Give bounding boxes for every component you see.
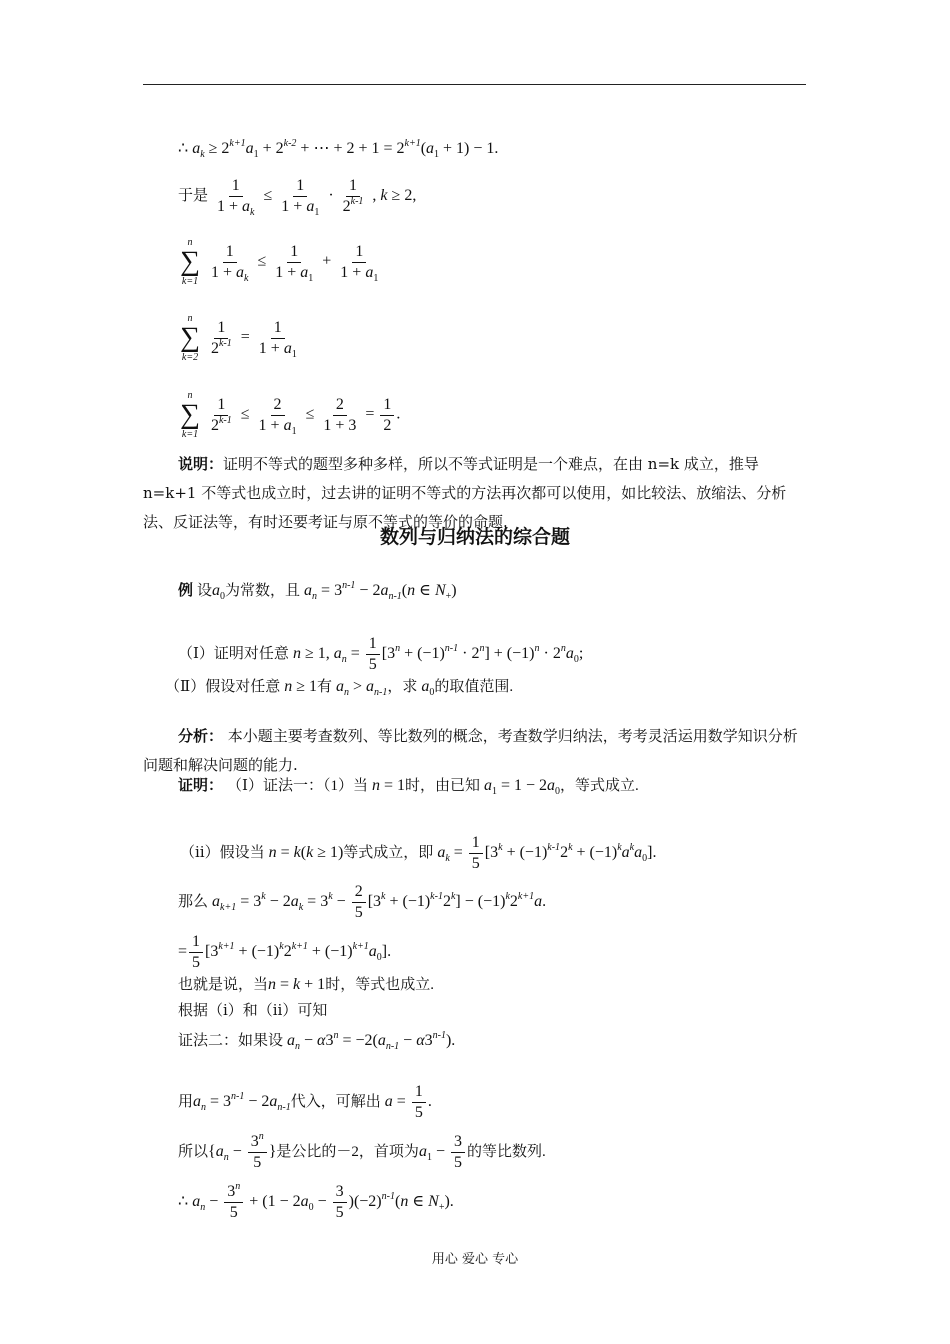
ye-jiu-end: 时，等式也成立.	[325, 977, 434, 993]
q1-label: （Ⅰ）证明对任意	[178, 646, 289, 663]
analysis-text: 本小题主要考查数列、等比数列的概念，考查数学归纳法，考考灵活运用数学知识分析问题和解决问题的能力.	[143, 727, 798, 774]
formula-sum-2: n ∑ k=2 $\frac{1}{2^{k-1}}$ = $\frac{1}{1 + a_1}$	[180, 313, 297, 363]
page-footer: 用心 爱心 专心	[431, 1252, 519, 1267]
proof-m1: （Ⅰ）证法一：（1）当	[227, 778, 368, 794]
note-label: 说明：	[178, 455, 224, 473]
question-1: （Ⅰ）证明对任意 n ≥ 1, $a_n$ = $\frac{1}{5}$ $[3^n + (-1)^{n-1} \cdot 2^n] + (-1)^n \cdot 2^na_0$;	[178, 635, 584, 673]
step2-b: 等式成立，即	[343, 845, 434, 862]
analysis-label: 分析：	[178, 727, 224, 745]
proof-step-2: （ⅱ）假设当 n = k(k ≥ 1)等式成立，即 $a_k$ = $\frac{1}{5}$ $[3^k + (-1)^{k-1}2^k + (-1)^ka^ka_0]$.	[180, 834, 657, 872]
q2-you: 有	[316, 679, 332, 695]
example-statement: 例 设$a_0$为常数，且 $a_n = 3^{n-1} - 2a_{n-1}(n$ ∈ $N_+$)	[178, 580, 457, 602]
proof-step-1: 证明： （Ⅰ）证法一：（1）当 n = 1时，由已知 $a_1 = 1 - 2a_0$，等式成立.	[178, 777, 639, 797]
proof-m1b: 时，由已知	[404, 778, 480, 794]
formula-sum-3: n ∑ k=1 $\frac{1}{2^{k-1}}$ ≤ $\frac{2}{1 + a_1}$ ≤ $\frac{2}{1 + 3}$ = $\frac{1}{2}$ .	[180, 390, 401, 440]
proof-label: 证明：	[178, 778, 224, 794]
section-title: 数列与归纳法的综合题	[379, 526, 570, 548]
yong: 用	[178, 1094, 194, 1111]
formula-ak-bound: ∴ $a_k \ge 2^{k+1}a_1 + 2^{k-2}$ + ⋯ + $2 + 1 = 2^{k+1}(a_1 + 1) - 1$.	[178, 138, 499, 160]
q2-label: （Ⅱ）假设对任意	[165, 679, 281, 695]
dai-ru: 代入，可解出	[290, 1094, 381, 1111]
method-2-solve: 用$a_n = 3^{n-1} - 2a_{n-1}$代入，可解出 a = $\frac{1}{5}$ .	[178, 1083, 432, 1121]
question-2: （Ⅱ）假设对任意 n ≥ 1有 $a_n > a_{n-1}$，求 $a_0$的取值范围.	[165, 678, 514, 698]
shi-gongbi: 是公比的－2，首项为	[276, 1144, 419, 1161]
method2-label: 证法二：如果设	[178, 1033, 284, 1049]
formula-yushi: 于是 $\frac{1}{1 + a_k}$ ≤ $\frac{1}{1 + a_1}$ · $\frac{1}{2^{k-1}}$ , k ≥ 2,	[178, 177, 417, 218]
example-text-b: 为常数，且	[225, 583, 301, 599]
proof-then: 那么 $a_{k+1} = 3^k - 2a_k = 3^k$ − $\frac{2}{5}$ $[3^k + (-1)^{k-1}2^k] - (-1)^k2^{k+1}a$.	[178, 883, 547, 921]
q2-qiu: ，求	[387, 679, 418, 695]
proof-result: = $\frac{1}{5}$ $[3^{k+1} + (-1)^k2^{k+1} + (-1)^{k+1}a_0]$.	[178, 933, 392, 971]
q2-end: 的取值范围.	[434, 679, 514, 695]
method-2: 证法二：如果设 $a_n - \alpha 3^n = -2(a_{n-1} - \alpha 3^{n-1})$.	[178, 1030, 456, 1052]
deng-bi: 的等比数列.	[466, 1144, 546, 1161]
proof-m1c: ，等式成立.	[560, 778, 639, 794]
step2-a: （ⅱ）假设当	[180, 845, 265, 862]
example-text-a: 设	[197, 583, 213, 599]
name-me: 那么	[178, 894, 209, 911]
proof-conclude: 也就是说，当n = k + 1时，等式也成立.	[178, 976, 434, 993]
method-2-final: ∴ $a_n$ − $\frac{3^n}{5}$ + ($1 - 2a_0$ − $\frac{3}{5}$ )$(-2)^{n-1}(n$ ∈ $N_+$).	[178, 1181, 454, 1221]
ye-jiu: 也就是说，当	[178, 977, 269, 993]
gen-ju: 根据（ⅰ）和（ⅱ）可知	[178, 1001, 328, 1019]
method-2-geometric: 所以{$a_n$ − $\frac{3^n}{5}$ }是公比的－2，首项为$a_1$ − $\frac{3}{5}$ 的等比数列.	[178, 1131, 546, 1171]
note-text: 证明不等式的题型多种多样，所以不等式证明是一个难点，在由 n=k 成立，推导 n=k+1 不等式也成立时，过去讲的证明不等式的方法再次都可以使用，如比较法、放缩法、分析法、反证法等，有时还要考证与原不等式的等价的命题.	[143, 455, 787, 531]
example-label: 例	[178, 583, 194, 599]
header-rule	[143, 84, 806, 85]
analysis-paragraph	[143, 722, 808, 780]
yushi-text: 于是	[178, 188, 209, 205]
formula-sum-1: n ∑ k=1 $\frac{1}{1 + a_k}$ ≤ $\frac{1}{1 + a_1}$ + $\frac{1}{1 + a_1}$	[180, 237, 379, 287]
suo-yi: 所以	[178, 1144, 209, 1161]
